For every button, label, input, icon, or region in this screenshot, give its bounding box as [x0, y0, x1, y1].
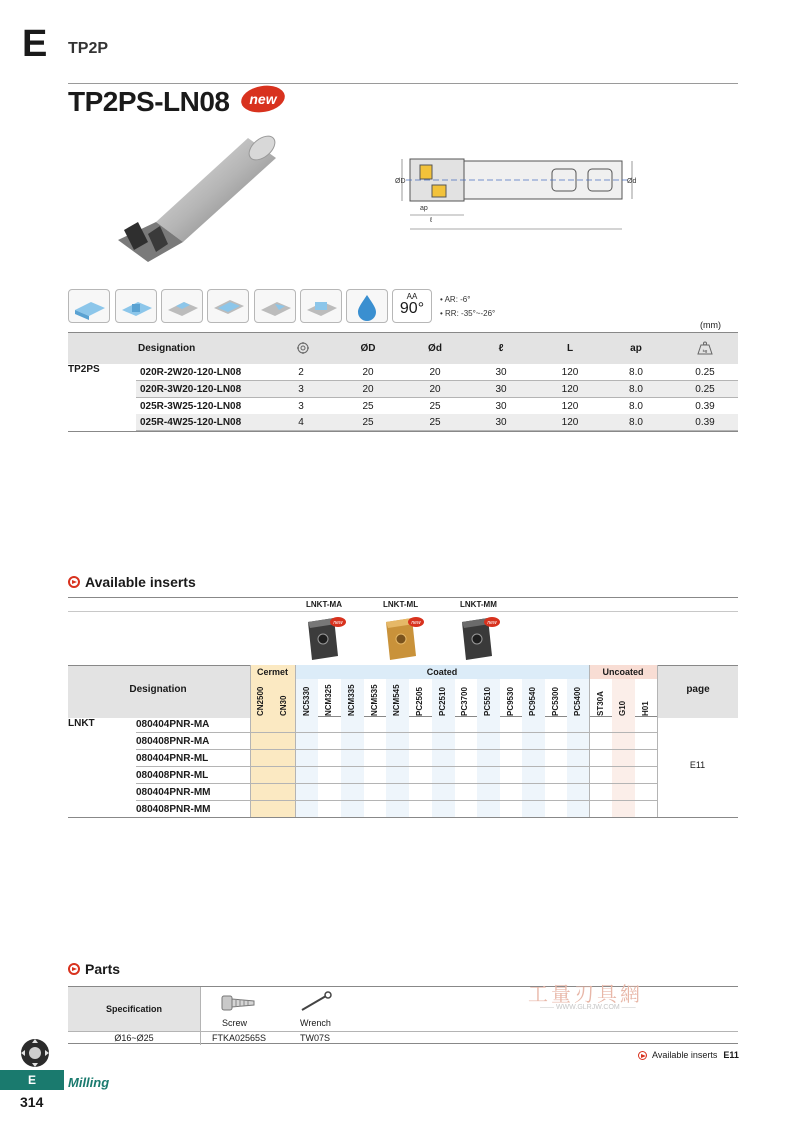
- weight-icon: [690, 333, 720, 365]
- cell-d: 20: [429, 367, 441, 378]
- table-row: 080408PNR-MM: [136, 801, 657, 818]
- insert-new-badge: new: [411, 620, 421, 626]
- cell-z: 3: [298, 401, 304, 412]
- footer-note-text: Available inserts: [652, 1050, 718, 1060]
- header-divider: [68, 83, 738, 84]
- cell-l: 30: [495, 367, 507, 378]
- grade-label: CN30: [279, 695, 288, 716]
- cell-d: 20: [429, 384, 441, 395]
- table-row: [136, 364, 738, 381]
- grade-label: PC5510: [483, 687, 492, 716]
- step-milling-icon: [161, 289, 203, 323]
- cell-ap: 8.0: [629, 384, 643, 395]
- shoulder-milling-icon: [68, 289, 110, 323]
- grade-label: G10: [618, 700, 627, 716]
- cell-L: 120: [561, 417, 579, 428]
- inserts-top-divider: [68, 597, 738, 598]
- tool-drawing: [392, 155, 642, 235]
- cell-l: 30: [495, 384, 507, 395]
- screw-value: FTKA02565S: [212, 1033, 267, 1043]
- cell-d: 25: [429, 417, 441, 428]
- header-od: ØD: [360, 343, 376, 354]
- approach-angle-label: AA: [406, 292, 418, 301]
- footer-note-page: E11: [723, 1050, 739, 1060]
- cell-od: 20: [362, 384, 374, 395]
- grade-label: PC9530: [506, 687, 515, 716]
- new-badge-icon: [240, 84, 286, 114]
- unit-label: (mm): [700, 320, 721, 330]
- grade-header-page: page: [686, 684, 710, 695]
- table-row: [136, 414, 738, 431]
- group-coated: Coated: [426, 667, 458, 677]
- cell-designation: 025R-3W25-120-LN08: [140, 401, 242, 412]
- grade-header-designation: Designation: [129, 684, 187, 695]
- grade-label: PC9540: [528, 687, 537, 716]
- cell-l: 30: [495, 417, 507, 428]
- cell-designation: 020R-2W20-120-LN08: [140, 367, 242, 378]
- cell-L: 120: [561, 384, 579, 395]
- table-row: 080404PNR-MA: [136, 716, 657, 733]
- ramping-icon: [254, 289, 296, 323]
- parts-heading-text: Parts: [85, 961, 121, 977]
- grade-label: H01: [641, 701, 650, 716]
- grade-label: ST30A: [596, 691, 605, 716]
- cell-l: 30: [495, 401, 507, 412]
- grade-label: PC3700: [460, 687, 469, 716]
- cell-kg: 0.39: [695, 417, 715, 428]
- footer-note: [638, 1050, 739, 1060]
- available-inserts-heading: [68, 574, 196, 590]
- cell-ap: 8.0: [629, 417, 643, 428]
- cell-ap: 8.0: [629, 401, 643, 412]
- radial-rake-note: • RR: -35°~-26°: [440, 309, 496, 318]
- approach-angle-value: 90°: [399, 300, 425, 317]
- insert-new-badge: new: [333, 620, 343, 626]
- tool-photo: [108, 130, 288, 270]
- arrow-circle-icon: [68, 576, 80, 588]
- screw-icon: [220, 990, 260, 1014]
- header-d: Ød: [428, 343, 442, 354]
- group-cermet: Cermet: [256, 667, 288, 677]
- grade-table-bottom: [68, 817, 738, 818]
- insert-type-label: LNKT-ML: [383, 600, 419, 609]
- insert-ml-icon: [382, 614, 424, 662]
- teeth-count-icon: [288, 333, 318, 365]
- cell-z: 3: [298, 384, 304, 395]
- plunge-milling-icon: [300, 289, 342, 323]
- table-row: 080404PNR-ML: [136, 750, 657, 767]
- cell-z: 2: [298, 367, 304, 378]
- insert-ma-icon: [304, 614, 346, 662]
- cell-kg: 0.39: [695, 401, 715, 412]
- grade-label: PC5400: [573, 687, 582, 716]
- grade-label: PC2505: [415, 687, 424, 716]
- parts-heading: [68, 961, 120, 977]
- milling-cutter-icon: [18, 1036, 52, 1070]
- grade-label: PC2510: [438, 687, 447, 716]
- cell-designation: 020R-3W20-120-LN08: [140, 384, 242, 395]
- category-label: Milling: [68, 1075, 110, 1090]
- wrench-label: Wrench: [300, 1018, 331, 1028]
- cell-kg: 0.25: [695, 384, 715, 395]
- table-row: [136, 398, 738, 415]
- section-name: TP2P: [68, 40, 109, 57]
- header-designation: Designation: [138, 343, 196, 354]
- parts-spec-header: Specification: [105, 1004, 162, 1014]
- cell-z: 4: [298, 417, 304, 428]
- drawing-label-d: Ød: [627, 178, 637, 185]
- grade-label: NCM335: [347, 684, 356, 716]
- cell-ap: 8.0: [629, 367, 643, 378]
- new-badge-text: new: [249, 91, 277, 107]
- cell-d: 25: [429, 401, 441, 412]
- page-number: 314: [20, 1094, 44, 1110]
- section-letter: E: [22, 23, 48, 65]
- main-table-header: [68, 332, 738, 364]
- cell-designation: 025R-4W25-120-LN08: [140, 417, 242, 428]
- wrench-value: TW07S: [300, 1033, 331, 1043]
- screw-label: Screw: [222, 1018, 248, 1028]
- insert-label-divider: [68, 611, 738, 612]
- main-group-label: TP2PS: [68, 364, 100, 375]
- parts-spec-value: Ø16~Ø25: [114, 1033, 154, 1043]
- cell-kg: 0.25: [695, 367, 715, 378]
- header-L: L: [566, 343, 574, 354]
- table-row: 080404PNR-MM: [136, 784, 657, 801]
- grade-label: PC5300: [551, 687, 560, 716]
- arrow-circle-icon: [638, 1051, 647, 1060]
- grade-label: NCM325: [324, 684, 333, 716]
- watermark-text: 工量刃具網: [528, 984, 643, 1006]
- drawing-label-od: ØD: [395, 178, 406, 185]
- grade-label: NCM535: [370, 684, 379, 716]
- insert-mm-icon: [458, 614, 500, 662]
- product-title: TP2PS-LN08: [68, 86, 230, 117]
- grade-group-label: LNKT: [68, 718, 95, 729]
- watermark-url: —— WWW.GLRJW.COM ——: [540, 1004, 636, 1011]
- table-row: 080408PNR-ML: [136, 767, 657, 784]
- drawing-label-ap: ap: [420, 205, 428, 212]
- wrench-icon: [298, 990, 334, 1014]
- group-uncoated: Uncoated: [602, 667, 644, 677]
- section-tab: E: [0, 1070, 64, 1090]
- face-milling-icon: [207, 289, 249, 323]
- arrow-circle-icon: [68, 963, 80, 975]
- insert-type-label: LNKT-MA: [306, 600, 342, 609]
- table-row: 080408PNR-MA: [136, 733, 657, 750]
- cell-od: 20: [362, 367, 374, 378]
- table-row: [136, 381, 738, 398]
- slot-milling-icon: [115, 289, 157, 323]
- axial-rake-note: • AR: -6°: [440, 295, 471, 304]
- header-ap: ap: [630, 343, 642, 354]
- cell-od: 25: [362, 401, 374, 412]
- svg-text:kg: kg: [702, 348, 708, 354]
- insert-new-badge: new: [487, 620, 497, 626]
- page-reference: E11: [689, 760, 706, 770]
- drawing-label-l-small: ℓ: [430, 217, 433, 224]
- grade-label: NC5330: [302, 686, 311, 716]
- insert-type-label: LNKT-MM: [460, 600, 497, 609]
- grade-label: CN2500: [256, 686, 265, 716]
- cell-od: 25: [362, 417, 374, 428]
- cell-L: 120: [561, 401, 579, 412]
- approach-angle-box: [392, 289, 432, 323]
- coolant-drop-icon: [346, 289, 388, 323]
- main-table-bottom: [68, 431, 738, 432]
- grade-label: NCM545: [392, 684, 401, 716]
- available-inserts-heading-text: Available inserts: [85, 574, 196, 590]
- cell-L: 120: [561, 367, 579, 378]
- header-l-small: ℓ: [498, 343, 504, 354]
